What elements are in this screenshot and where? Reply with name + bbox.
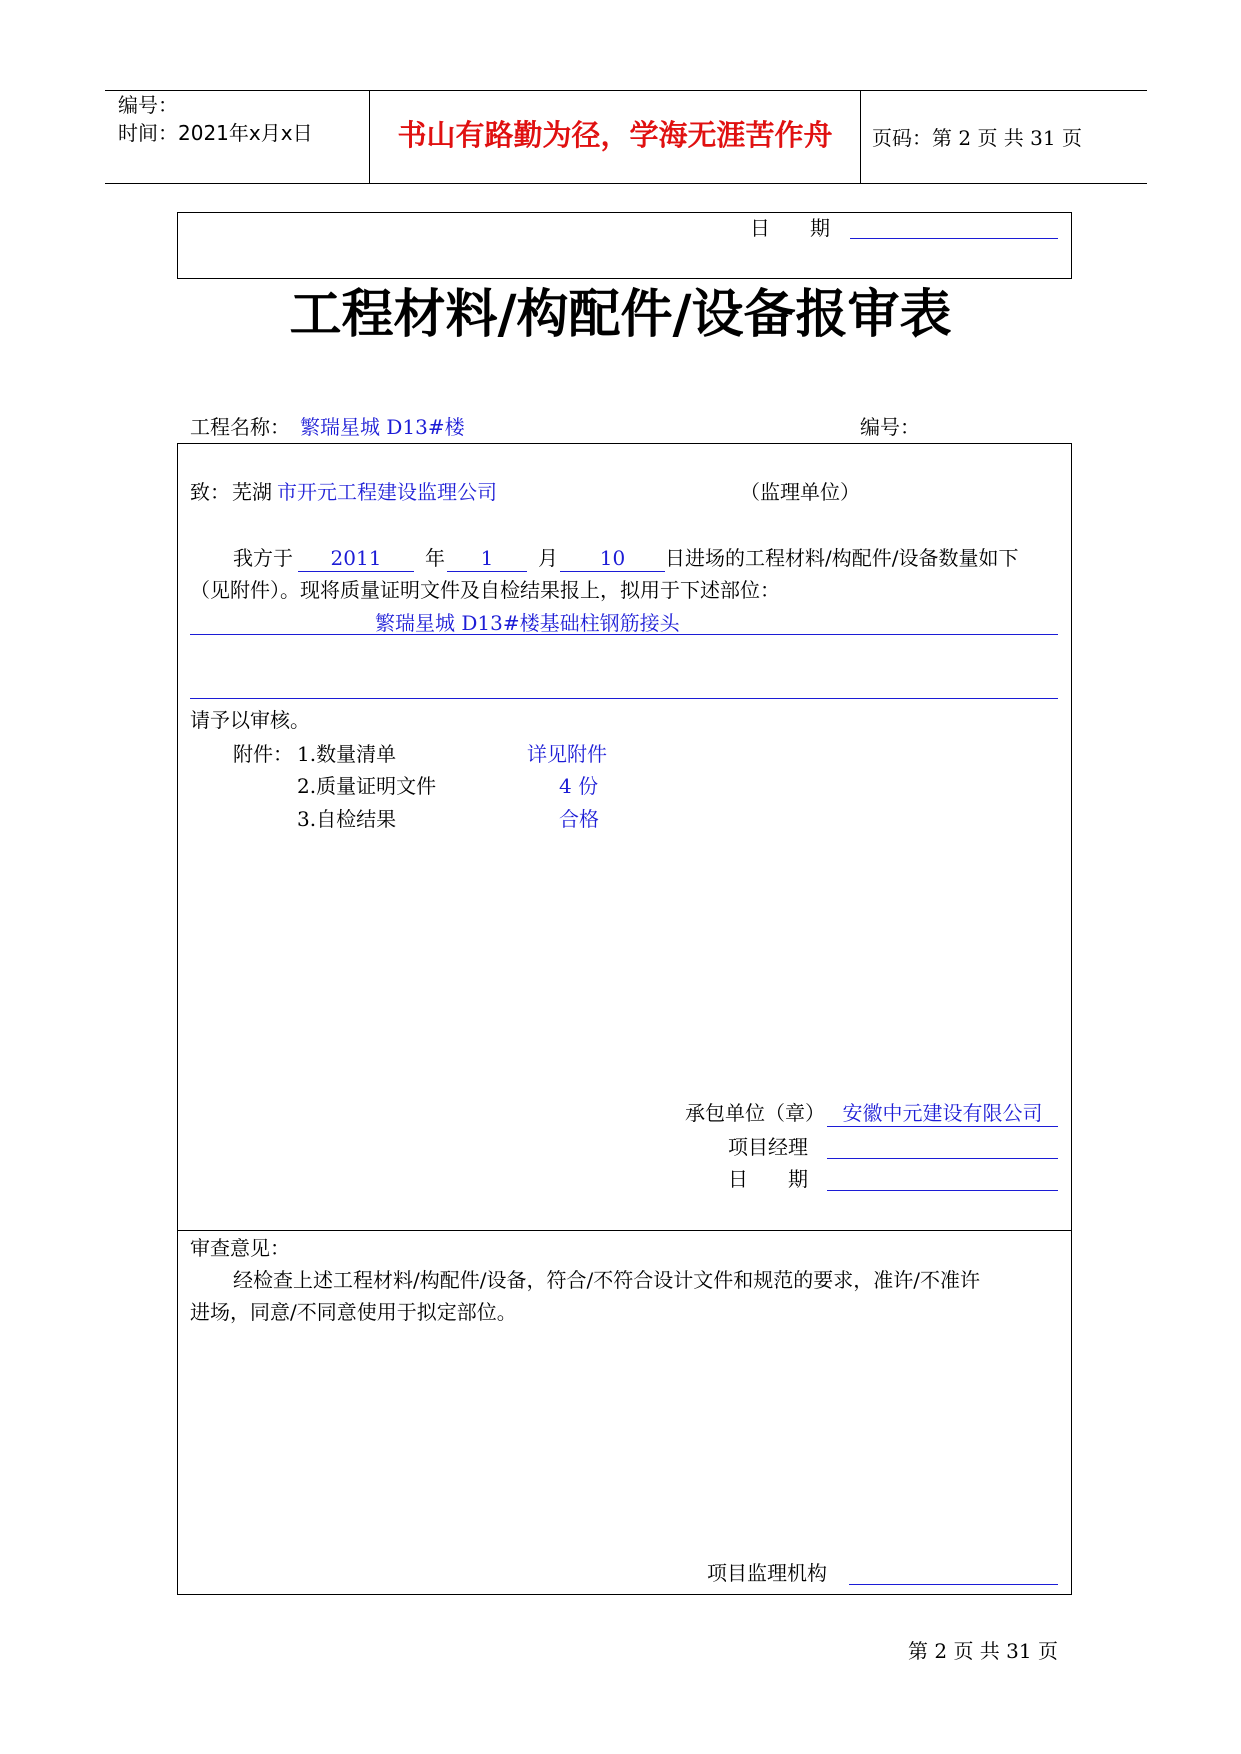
- attachments-label: 附件：: [233, 742, 293, 766]
- header-divider-right: [860, 90, 861, 183]
- arrival-day: 10: [560, 545, 665, 572]
- top-date-label: 日 期: [750, 216, 830, 240]
- header-top-rule: [105, 90, 1147, 91]
- review-divider: [177, 1230, 1072, 1231]
- agency-line: [849, 1584, 1058, 1585]
- footer-page: 第 2 页 共 31 页: [908, 1639, 1058, 1663]
- contractor-label: 承包单位（章）: [685, 1101, 825, 1125]
- attachment-2-label: 2.质量证明文件: [297, 774, 437, 798]
- attachment-3-label: 3.自检结果: [297, 807, 397, 831]
- to-label: 致：: [190, 480, 230, 504]
- manager-label: 项目经理: [728, 1135, 808, 1159]
- review-line1: 经检查上述工程材料/构配件/设备，符合/不符合设计文件和规范的要求，准许/不准许: [233, 1268, 980, 1292]
- contractor-value: 安徽中元建设有限公司: [827, 1100, 1058, 1127]
- arrival-text-a: 我方于: [233, 546, 293, 570]
- manager-line: [827, 1158, 1058, 1159]
- contractor-date-line: [827, 1190, 1058, 1191]
- attachment-1-label: 1.数量清单: [297, 742, 397, 766]
- project-name-value: 繁瑞星城 D13#楼: [300, 415, 465, 439]
- arrival-month: 1: [447, 545, 527, 572]
- submission-line2: （见附件）。现将质量证明文件及自检结果报上，拟用于下述部位：: [190, 578, 780, 602]
- review-title: 审查意见：: [190, 1236, 290, 1260]
- usage-location-line-2: [190, 698, 1058, 699]
- arrival-year-unit: 年: [425, 546, 445, 570]
- project-name-label: 工程名称：: [190, 415, 290, 439]
- project-number-label: 编号：: [860, 415, 920, 439]
- header-motto: 书山有路勤为径，学海无涯苦作舟: [397, 118, 833, 152]
- to-suffix: （监理单位）: [740, 480, 860, 504]
- document-title: 工程材料/构配件/设备报审表: [289, 284, 952, 345]
- usage-location-line: [190, 634, 1058, 635]
- request-text: 请予以审核。: [190, 708, 310, 732]
- to-prefix: 芜湖: [232, 480, 272, 504]
- header-serial-label: 编号：: [118, 93, 178, 117]
- header-page-info: 页码：第 2 页 共 31 页: [872, 126, 1082, 150]
- arrival-year: 2011: [298, 545, 414, 572]
- attachment-1-value: 详见附件: [527, 742, 607, 766]
- top-date-box: [177, 212, 1072, 279]
- usage-location: 繁瑞星城 D13#楼基础柱钢筋接头: [375, 611, 680, 635]
- header-time: 时间：2021年x月x日: [118, 121, 313, 145]
- top-date-line: [850, 238, 1058, 239]
- to-company: 市开元工程建设监理公司: [277, 480, 497, 504]
- header-divider-left: [369, 90, 370, 183]
- attachment-2-value: 4 份: [559, 774, 599, 798]
- arrival-month-unit: 月: [538, 546, 558, 570]
- attachment-3-value: 合格: [559, 807, 599, 831]
- header-bottom-rule: [105, 183, 1147, 184]
- agency-label: 项目监理机构: [707, 1561, 827, 1585]
- review-line2: 进场，同意/不同意使用于拟定部位。: [190, 1300, 517, 1324]
- arrival-text-b: 日进场的工程材料/构配件/设备数量如下: [665, 546, 1019, 570]
- contractor-date-label: 日 期: [728, 1167, 808, 1191]
